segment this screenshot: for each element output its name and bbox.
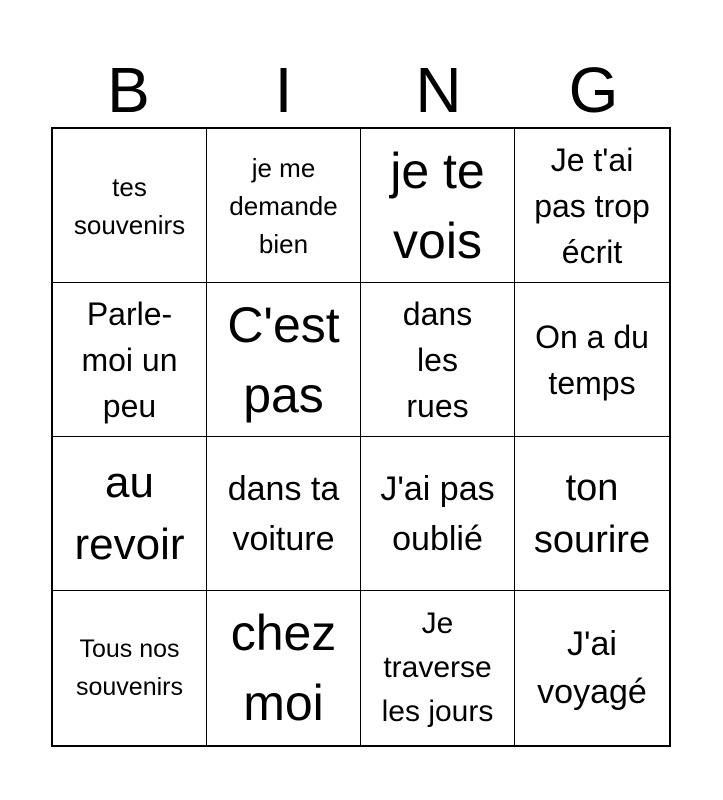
bingo-cell-r2c4[interactable]	[515, 283, 669, 437]
cell-text: au revoir	[74, 457, 185, 569]
cell-text: Je t'ai pas trop écrit	[534, 141, 650, 270]
bingo-board	[51, 127, 671, 747]
cell-text: Parle-moi un peu	[81, 295, 178, 424]
bingo-cell-r4c2[interactable]	[207, 591, 361, 745]
bingo-cell-r2c2[interactable]	[207, 283, 361, 437]
bingo-cell-r3c4[interactable]	[515, 437, 669, 591]
bingo-cell-r1c2[interactable]	[207, 129, 361, 283]
header-letter-b: B	[107, 54, 150, 126]
header-letter-i: I	[274, 54, 293, 126]
bingo-cell-r4c4[interactable]	[515, 591, 669, 745]
cell-text: je te vois	[390, 142, 485, 269]
cell-text: ton sourire	[533, 466, 651, 561]
bingo-cell-r4c1[interactable]	[53, 591, 207, 745]
bingo-cell-r4c3[interactable]	[361, 591, 515, 745]
bingo-cell-r1c1[interactable]	[53, 129, 207, 283]
bingo-cell-r2c3[interactable]	[361, 283, 515, 437]
cell-text: J'ai voyagé	[537, 625, 647, 711]
bingo-cell-r3c3[interactable]	[361, 437, 515, 591]
cell-text: J'ai pas oublié	[380, 469, 495, 558]
bingo-cell-r1c4[interactable]	[515, 129, 669, 283]
bingo-header	[51, 52, 671, 128]
cell-text: je me demande bien	[229, 152, 338, 259]
cell-text: dans ta voiture	[227, 469, 340, 558]
cell-text: chez moi	[230, 605, 337, 731]
cell-text: dans les rues	[402, 295, 473, 424]
cell-text: C'est pas	[227, 296, 340, 423]
bingo-cell-r3c2[interactable]	[207, 437, 361, 591]
bingo-cell-r2c1[interactable]	[53, 283, 207, 437]
header-letter-g: G	[568, 54, 619, 126]
cell-text: Je traverse les jours	[381, 607, 494, 728]
cell-text: On a du temps	[535, 318, 649, 401]
bingo-cell-r3c1[interactable]	[53, 437, 207, 591]
bingo-cell-r1c3[interactable]	[361, 129, 515, 283]
header-letter-n: N	[415, 54, 462, 126]
cell-text: tes souvenirs	[73, 171, 186, 240]
cell-text: Tous nos souvenirs	[76, 635, 183, 701]
